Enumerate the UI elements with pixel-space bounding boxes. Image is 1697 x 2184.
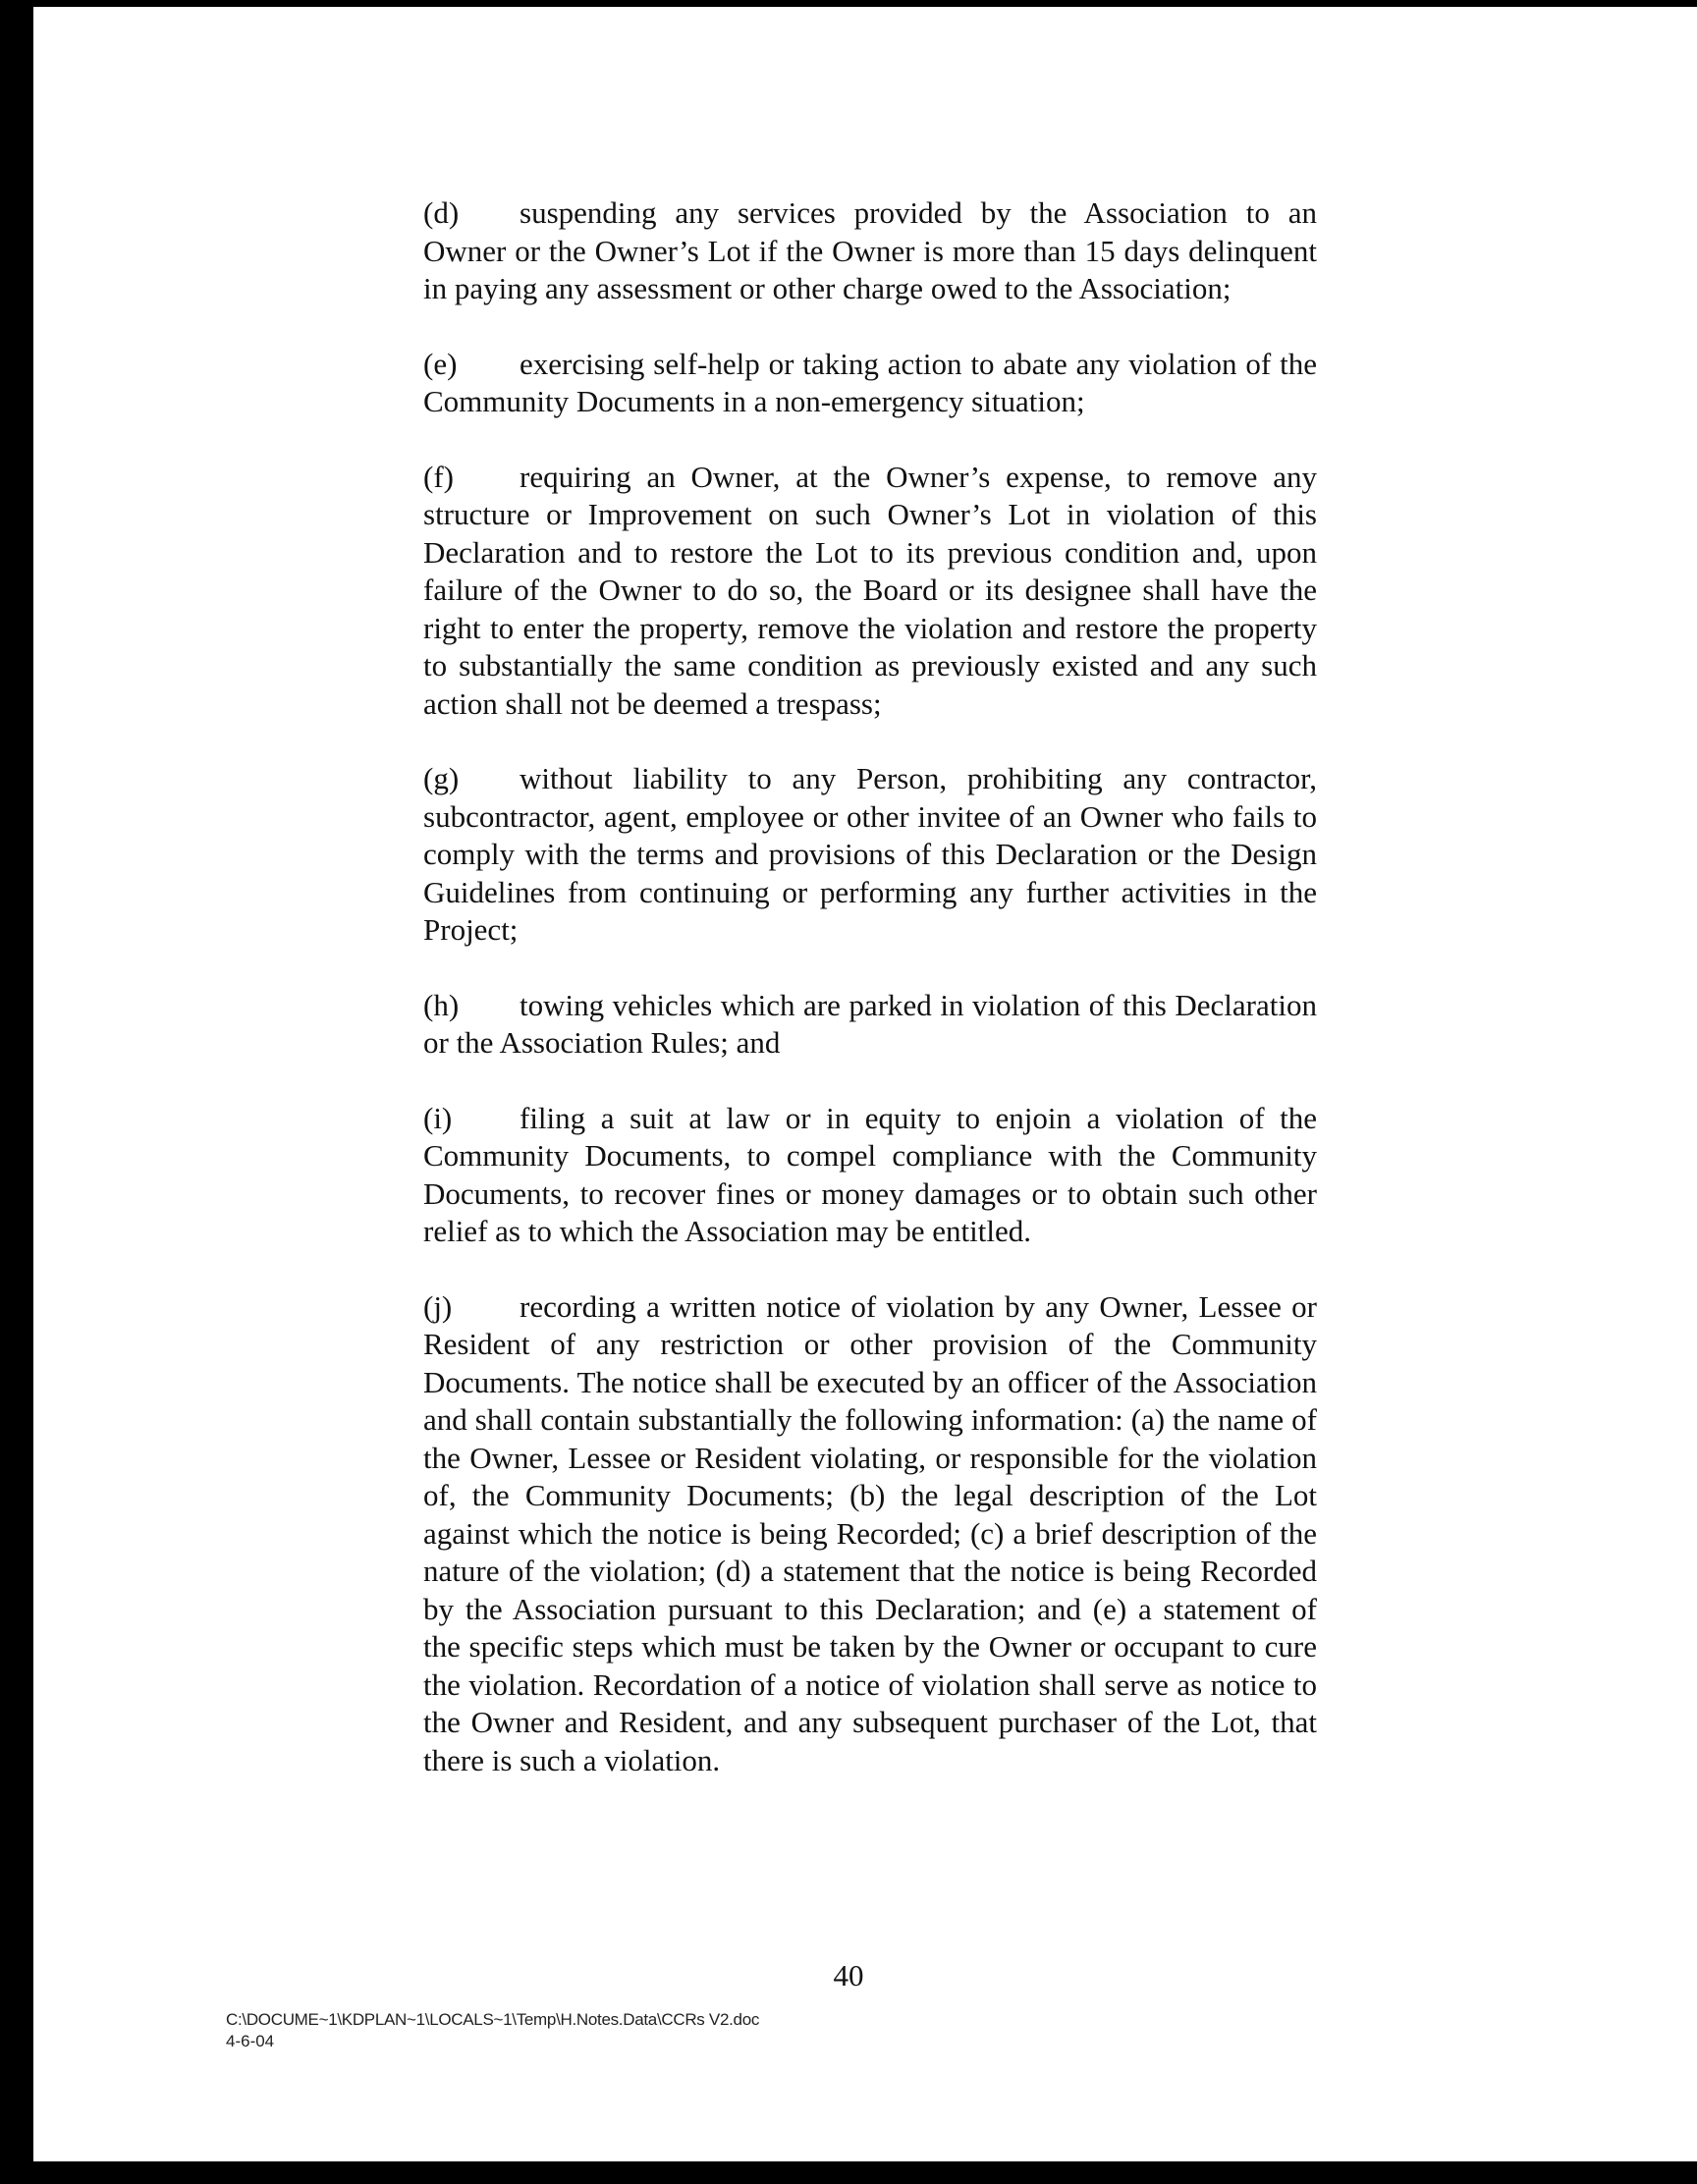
item-text: exercising self-help or taking action to abate any violation of the Community Documents in a non-emergency situation; — [423, 346, 1317, 418]
item-text: filing a suit at law or in equity to enjoin a violation of the Community Documents, to compel compliance with the Community Documents, to recover fines or money damages or to obtain such other relief as to which the Association may be entitled. — [423, 1100, 1317, 1248]
page-number: 40 — [833, 1958, 864, 1993]
list-item-i — [423, 1100, 1317, 1251]
list-item-e — [423, 346, 1317, 421]
list-item-f — [423, 459, 1317, 724]
item-label: (f) — [423, 459, 454, 494]
item-label: (j) — [423, 1288, 453, 1324]
item-label: (i) — [423, 1100, 453, 1135]
item-label: (h) — [423, 987, 460, 1022]
list-item-d — [423, 194, 1317, 308]
list-item-j — [423, 1288, 1317, 1780]
item-text: recording a written notice of violation by any Owner, Lessee or Resident of any restriction or other provision of the Community Documents. The notice shall be executed by an officer of the Association and shall contain substantially the following information: (a) the name of the Owner, Lessee or Resident violating, or responsible for the violation of, the Community Documents; (b) the legal description of the Lot against which the notice is being Recorded; (c) a brief description of the nature of the violation; (d) a statement that the notice is being Recorded by the Association pursuant to this Declaration; and (e) a statement of the specific steps which must be taken by the Owner or occupant to cure the violation. Recordation of a notice of violation shall serve as notice to the Owner and Resident, and any subsequent purchaser of the Lot, that there is such a violation. — [423, 1288, 1317, 1777]
list-item-h — [423, 987, 1317, 1063]
item-text: towing vehicles which are parked in violation of this Declaration or the Association Rules; and — [423, 987, 1317, 1060]
item-label: (g) — [423, 761, 460, 795]
document-body — [423, 194, 1317, 1817]
footer-file-path: C:\DOCUME~1\KDPLAN~1\LOCALS~1\Temp\H.Notes.Data\CCRs V2.doc — [226, 2010, 760, 2029]
footer-date: 4-6-04 — [226, 2032, 275, 2050]
list-item-g — [423, 760, 1317, 950]
scan-border-left — [0, 0, 33, 2184]
item-text: suspending any services provided by the Association to an Owner or the Owner’s Lot if the Owner is more than 15 days delinquent in paying any assessment or other charge owed to the Association; — [423, 195, 1317, 305]
item-text: requiring an Owner, at the Owner’s expense, to remove any structure or Improvement on such Owner’s Lot in violation of this Declaration and to restore the Lot to its previous condition and, upon failure of the Owner to do so, the Board or its designee shall have the right to enter the property, remove the violation and restore the property to substantially the same condition as previously existed and any such action shall not be deemed a trespass; — [423, 459, 1317, 721]
item-label: (d) — [423, 195, 460, 230]
item-text: without liability to any Person, prohibiting any contractor, subcontractor, agent, employee or other invitee of an Owner who fails to comply with the terms and provisions of this Declaration or the Design Guidelines from continuing or performing any further activities in the Project; — [423, 761, 1317, 947]
item-label: (e) — [423, 346, 458, 381]
scan-border-top — [0, 0, 1697, 7]
scan-border-bottom — [0, 2161, 1697, 2184]
